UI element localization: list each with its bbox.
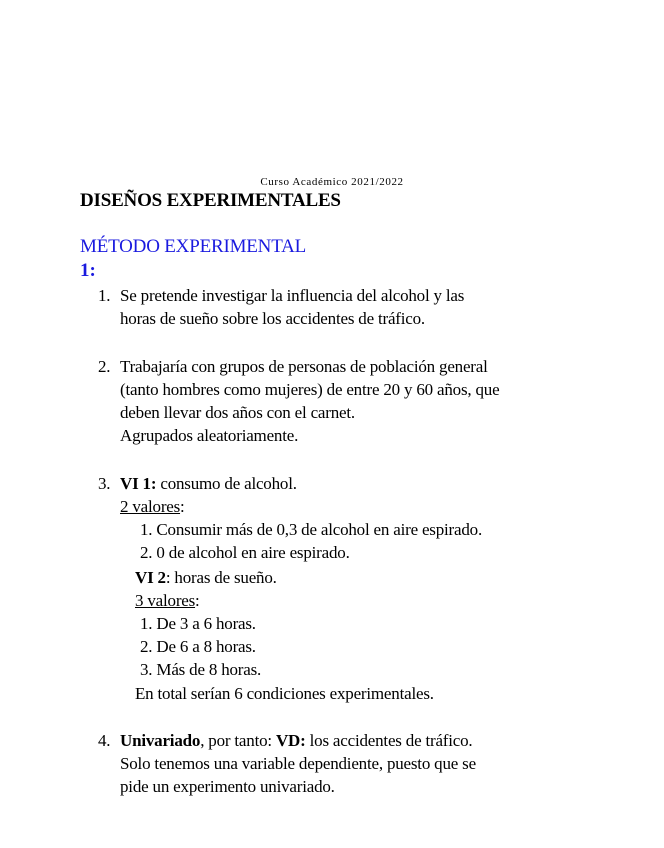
item-4-line-1 — [120, 729, 608, 752]
vd-label: VD: — [275, 731, 306, 750]
vi1-values-colon: : — [180, 497, 185, 516]
list-item-number: 1. — [140, 520, 153, 539]
item-1-line-2: horas de sueño sobre los accidentes de tráfico. — [120, 309, 425, 328]
item-4-text-a: , por tanto: — [200, 731, 276, 750]
vi2-line — [135, 566, 277, 589]
section-number: 1: — [80, 260, 96, 281]
vi2-values-label: 3 valores — [135, 591, 196, 610]
vi1-value-2 — [140, 541, 350, 564]
list-item-number: 4. — [98, 731, 111, 750]
vi2-value-1-text: De 3 a 6 horas. — [156, 614, 256, 633]
vi2-values-heading — [135, 589, 200, 612]
list-item-number: 1. — [140, 614, 153, 633]
item-4-line-2: Solo tenemos una variable dependiente, puesto que se — [120, 754, 476, 773]
document-title: DISEÑOS EXPERIMENTALES — [80, 190, 341, 211]
list-item-number: 2. — [98, 357, 111, 376]
conditions-total: En total serían 6 condiciones experimentales. — [135, 684, 434, 703]
vi2-label: VI 2 — [135, 568, 166, 587]
list-item-number: 2. — [140, 543, 153, 562]
list-item-1 — [98, 284, 608, 330]
list-item-3 — [98, 472, 608, 712]
vi2-value-3-text: Más de 8 horas. — [156, 660, 262, 679]
list-item-number: 3. — [98, 474, 111, 493]
vi1-label: VI 1: — [120, 474, 157, 493]
item-4-line-3: pide un experimento univariado. — [120, 777, 335, 796]
item-1-line-1: Se pretende investigar la influencia del alcohol y las — [120, 286, 465, 305]
vi1-value-2-text: 0 de alcohol en aire espirado. — [156, 543, 350, 562]
list-item-number: 1. — [98, 286, 111, 305]
section-title: MÉTODO EXPERIMENTAL — [80, 236, 307, 257]
vi2-text: : horas de sueño. — [165, 568, 277, 587]
vi1-line — [120, 472, 608, 495]
vi2-value-1 — [140, 612, 256, 635]
list-item-2 — [98, 355, 608, 447]
list-item-number: 2. — [140, 637, 153, 656]
item-2-line-1: Trabajaría con grupos de personas de población general — [120, 357, 488, 376]
vi1-text: consumo de alcohol. — [156, 474, 297, 493]
academic-year-header: Curso Académico 2021/2022 — [260, 176, 404, 188]
univariado-label: Univariado — [120, 731, 201, 750]
vi2-value-3 — [140, 658, 261, 681]
vi2-value-2 — [140, 635, 256, 658]
item-4-text-b: los accidentes de tráfico. — [305, 731, 473, 750]
vi1-values-heading — [120, 495, 608, 518]
vi1-value-1-text: Consumir más de 0,3 de alcohol en aire espirado. — [156, 520, 483, 539]
list-item-number: 3. — [140, 660, 153, 679]
list-item-4 — [98, 729, 608, 798]
item-2-line-4: Agrupados aleatoriamente. — [120, 426, 299, 445]
item-2-line-2: (tanto hombres como mujeres) de entre 20 y 60 años, que — [120, 380, 500, 399]
vi2-values-colon: : — [195, 591, 200, 610]
vi2-value-2-text: De 6 a 8 horas. — [156, 637, 256, 656]
vi1-values-label: 2 valores — [120, 497, 181, 516]
vi1-value-1 — [140, 518, 482, 541]
item-2-line-3: deben llevar dos años con el carnet. — [120, 403, 355, 422]
